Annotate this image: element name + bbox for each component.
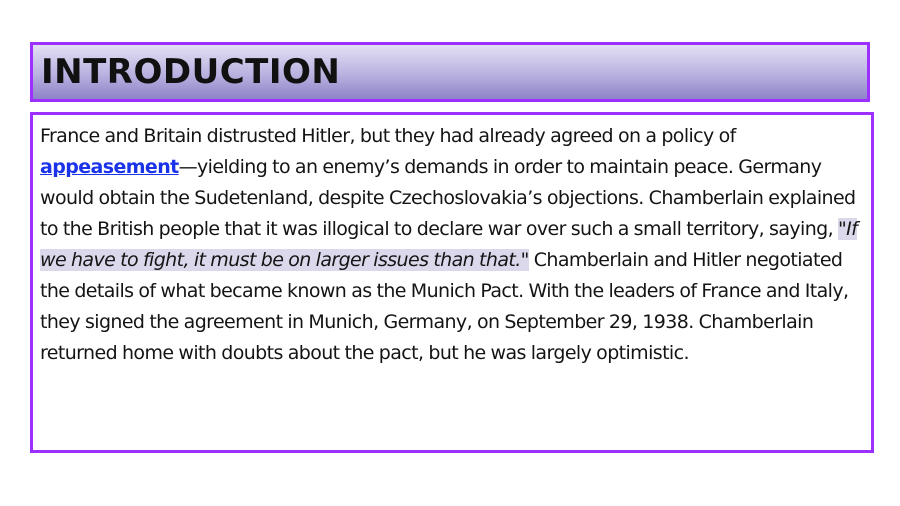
title-banner: [30, 42, 870, 102]
appeasement-link[interactable]: appeasement: [40, 156, 179, 178]
page-title: INTRODUCTION: [41, 52, 341, 92]
paragraph-text-3: Chamberlain and Hitler negotiated the details of what became known as the Munich Pact. With the leaders of France and Italy, they signed the agreement in Munich, Germany, on September 29, 1938. Chamberlain returned home with doubts about the pact, but he was largely optimistic.: [40, 249, 849, 364]
paragraph-text-2: —yielding to an enemy’s demands in order to maintain peace. Germany would obtain the Sudetenland, despite Czechoslovakia’s objections. Chamberlain explained to the British people that it was illogical to declare war over such a small territory, saying,: [40, 156, 856, 240]
highlighted-quote: "If we have to fight, it must be on larger issues than that.": [40, 218, 858, 271]
paragraph-text-1: France and Britain distrusted Hitler, but they had already agreed on a policy of: [40, 125, 736, 147]
content-box: [30, 112, 874, 453]
body-paragraph: [40, 121, 864, 369]
